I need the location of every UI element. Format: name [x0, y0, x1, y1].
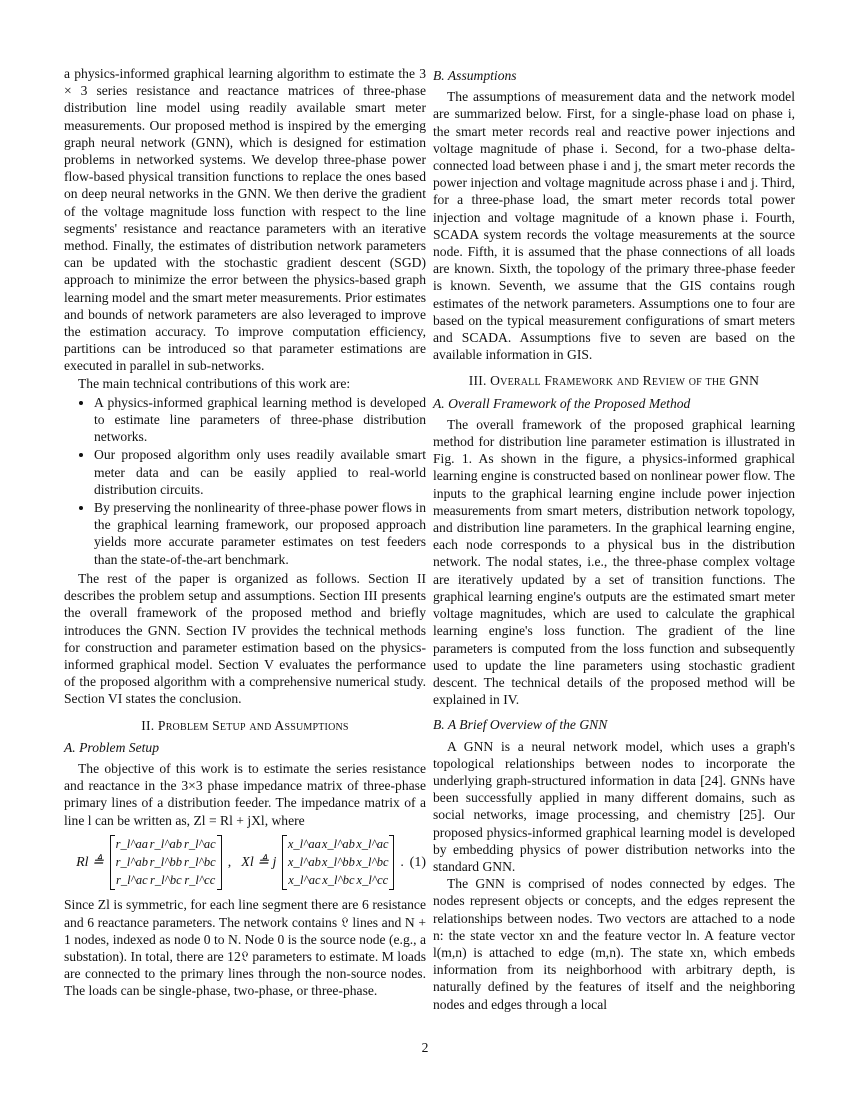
matrix-entry: r_l^ac — [115, 873, 148, 888]
matrix-entry: r_l^aa — [115, 836, 148, 851]
matrix-entry: x_l^bc — [322, 873, 355, 888]
subsection-heading-3a: A. Overall Framework of the Proposed Method — [433, 395, 691, 411]
matrix-entry: r_l^ac — [183, 836, 216, 851]
matrix-entry: r_l^bc — [149, 873, 182, 888]
page-number: 2 — [421, 1040, 429, 1055]
equation-x-lhs: Xl ≜ j — [241, 854, 277, 870]
section-heading-3: III. Overall Framework and Review of the GNN — [468, 373, 760, 389]
contribution-item-1: • A physics-informed graphical learning method is developed to estimate line parameters of three-phase distribution networks. — [94, 394, 426, 446]
problem-setup-paragraph: The objective of this work is to estimate the series resistance and reactance in the 3×3 phase impedance matrix of three-phase primary lines of a distribution feeder. The impedance matrix of a line l can be written as, Zl = Rl + jXl, where — [64, 760, 426, 828]
framework-paragraph: The overall framework of the proposed graphical learning method for distribution line parameter estimation is illustrated in Fig. 1. As shown in the figure, a physics-informed graphical learning engine is constructed based on nonlinear power flow. The inputs to the graphical learning engine include power injection measurements from smart meters, distribution network topology, and distribution line parameters. In the graphical learning engine, each node corresponds to a physical bus in the distribution network. The nodal states, i.e., the three-phase complex voltage are iteratively updated by a set of transition functions. The graphical learning engine's outputs are the estimated smart meter voltage magnitudes, which are used to calculate the graphical learning engine's loss function. The gradient of the line parameters is computed from the loss function and subsequently used to update the line parameters using stochastic gradient descent. The technical details of the proposed method will be explained in IV. — [433, 416, 795, 708]
matrix-entry: x_l^ab — [321, 836, 355, 851]
intro-paragraph: a physics-informed graphical learning algorithm to estimate the 3 × 3 series resistance and reactance matrices of three-phase distribution line model using readily available smart meter measurements. Our proposed method is inspired by the emerging graph neural network (GNN), which is designed for estimation problems in networked systems. We develop three-phase power flow-based physical transition functions to replace the ones based on deep neural networks in the GNN. We then derive the gradient of the voltage magnitude loss function with respect to the line segments' resistance and reactance parameters with an iterative method. Finally, the estimates of distribution network parameters can be updated with the stochastic gradient descent (SGD) approach to minimize the error between the physics-based graph learning model and the smart meter measurements. Prior estimates and bounds of network parameters are also leveraged to improve the estimation accuracy. To improve computation efficiency, partitions can be introduced so that parameter estimations are executed in parallel in sub-networks. — [64, 66, 427, 374]
assumptions-paragraph: The assumptions of measurement data and the network model are summarized below. First, for a single-phase load on phase i, the smart meter records real and reactive power injections and voltage magnitude of phase i. Second, for a two-phase delta-connected load between phase i and j, the smart meter records the power injection and voltage magnitude across phase i and j. Third, for a three-phase load, the smart meter records total power injection and voltage magnitude of a known phase i. Fourth, SCADA system records the voltage measurements at the source node. Fifth, it is assumed that the phase connections of all loads are known. Sixth, the topology of the primary three-phase feeder is known. Seventh, we assume that the GIS contains rough estimates of the network parameters. Assumptions one to four are based on the typical measurement configurations of smart meters and SCADA. Assumptions five to seven are based on the available information in GIS. — [433, 89, 795, 363]
symmetry-paragraph: Since Zl is symmetric, for each line segment there are 6 resistance and 6 reactance parameters. The network contains 𝔏 lines and N + 1 nodes, indexed as node 0 to N. Node 0 is the source node (e.g., a substation). In total, there are 12𝔏 parameters to estimate. M loads are connected to the primary lines through the non-source nodes. The loads can be single-phase, two-phase, or three-phase. — [64, 897, 426, 999]
matrix-entry: x_l^ac — [356, 836, 389, 851]
matrix-entry: x_l^bb — [321, 854, 355, 869]
matrix-entry: x_l^aa — [287, 836, 321, 851]
equation-r-lhs: Rl ≜ — [76, 854, 104, 870]
contributions-list — [64, 394, 426, 568]
matrix-entry: r_l^bb — [149, 854, 182, 869]
reactance-matrix — [282, 835, 394, 891]
gnn-structure-paragraph: The GNN is comprised of nodes connected by edges. The nodes represent objects or concepts, and the edges represent the relationships between nodes. Two vectors are attached to a node n: the state vector xn and the feature vector ln. A feature vector l(m,n) is attached to edge (m,n). The state xn, which embeds information from its neighborhood with arbitrary depth, is naturally defined by the features of itself and the neighboring nodes and edges through a local — [433, 876, 795, 1012]
subsection-heading-2b: B. Assumptions — [433, 68, 517, 83]
contribution-item-2: • Our proposed algorithm only uses readily available smart meter data and can be easily applied to real-world distribution circuits. — [94, 446, 426, 498]
matrix-entry: x_l^cc — [356, 873, 389, 888]
contribution-item-3: • By preserving the nonlinearity of three-phase power flows in the graphical learning framework, our proposed approach yields more accurate parameter estimates on test feeders than the state-of-the-art benchmark. — [94, 499, 426, 568]
matrix-entry: r_l^ab — [115, 854, 148, 869]
organization-paragraph: The rest of the paper is organized as follows. Section II describes the problem setup and assumptions. Section III presents the overall framework of the proposed method and briefly introduces the GNN. Section IV provides the technical methods for construction and parameter estimation based on the physics-informed graphical model. Section V evaluates the performance of the proposed algorithm with a comprehensive numerical study. Section VI states the conclusion. — [64, 570, 426, 707]
matrix-entry: x_l^ac — [288, 873, 321, 888]
matrix-entry: r_l^ab — [149, 836, 182, 851]
left-column — [64, 65, 426, 1000]
resistance-matrix — [110, 835, 222, 891]
matrix-entry: r_l^cc — [184, 873, 216, 888]
equation-1: Rl ≜ r_l^aa r_l^ab r_l^ac r_l^ab r_l^bb r_l^bc r_l^ac r_l^bc r_l^cc , Xl ≜ j x_l^aa x_l^ab x_l^ac x_l^ab x_l^bb x_l^bc x_l^ac x_l^bc x_l^cc . (1) — [64, 835, 426, 891]
right-column — [433, 65, 795, 1013]
subsection-heading-2a: A. Problem Setup — [64, 739, 160, 755]
gnn-overview-paragraph: A GNN is a neural network model, which uses a graph's topological relationships between nodes to incorporate the underlying graph-structured information in data [24]. GNNs have been successfully applied in many different domains, such as social networks, image processing, and chemistry [25]. Our proposed physics-informed graphical learning model is developed by embedding physics of power distribution networks into the standard GNN. — [433, 738, 795, 874]
matrix-entry: r_l^bc — [183, 854, 216, 869]
subsection-heading-3b: B. A Brief Overview of the GNN — [433, 717, 608, 733]
matrix-entry: x_l^bc — [356, 854, 389, 869]
section-heading-2: II. Problem Setup and Assumptions — [141, 717, 349, 733]
matrix-entry: x_l^ab — [287, 854, 321, 869]
equation-number: (1) — [409, 854, 426, 870]
contributions-lead: The main technical contributions of this work are: — [78, 375, 351, 391]
